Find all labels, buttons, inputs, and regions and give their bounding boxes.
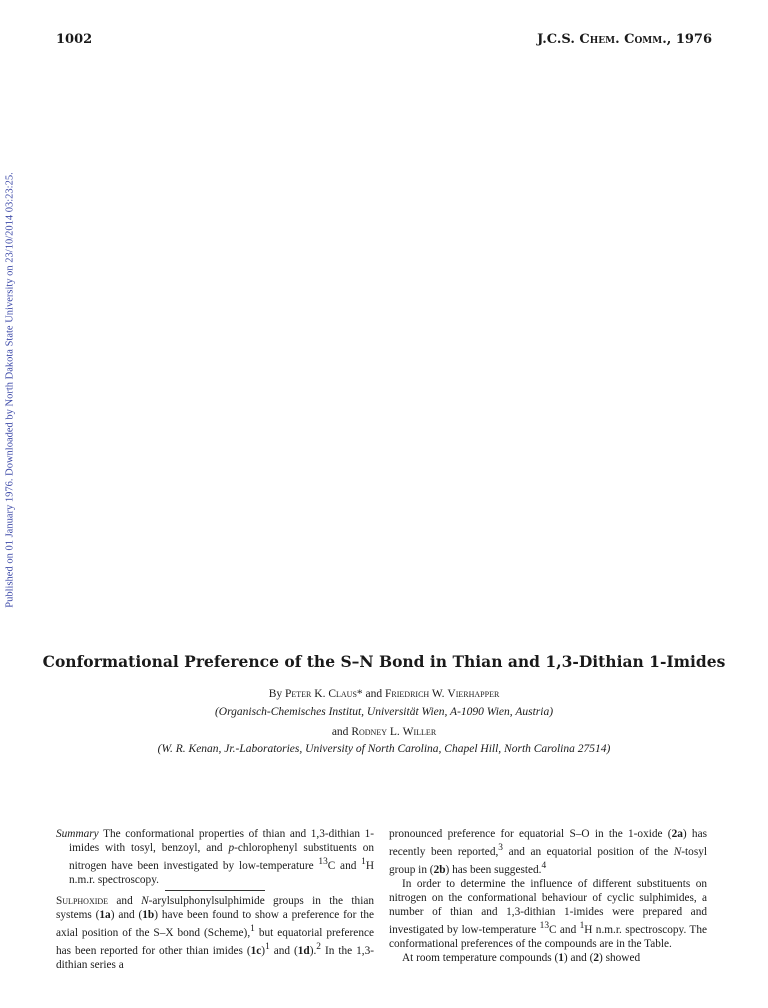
column-left <box>56 827 374 972</box>
body-paragraph-4: At room temperature compounds (1) and (2) showed <box>402 952 641 965</box>
summary-paragraph: Summary The conformational properties of thian and 1,3-dithian 1-imides with tosyl, benzoyl, and p-chlorophenyl substituents on nitrogen have been investigated by low-temperature $^{13}$C and $^1$H n.m.r. spectroscopy. <box>56 828 374 887</box>
body-paragraph-1: Sulphoxide and N-arylsulphonylsulphimide groups in the thian systems (1a) and (1b) have been found to show a preference for the axial position of the S–X bond (Scheme),$^1$ but equatorial preference has been reported for other thian imides $(1c)^1$ and (1d).$^2$ In the 1,3-dithian series a <box>56 895 375 972</box>
body-paragraph-2: pronounced preference for equatorial S–O in the 1-oxide (2a) has recently been reported,$^3$ and an equatorial position of the N-tosyl group in (2b) has been suggested.$^4$ <box>389 828 707 876</box>
section-divider <box>165 890 265 891</box>
journal-header: J.C.S. Chem. Comm., 1976 <box>537 32 712 47</box>
summary-label: Summary <box>56 828 99 840</box>
download-stamp-text: Published on 01 January 1976. Downloaded by North Dakota State University on 23/10/2014 03:23:25. <box>4 172 16 608</box>
authors-line-2: and Rodney L. Willer <box>331 726 437 738</box>
body-paragraph-3: In order to determine the influence of different substituents on nitrogen on the conformational behaviour of cyclic sulphimides, a number of thian and 1,3-dithian 1-imides were prepared and investigated by low-temperature $^{13}$C and $^1$H n.m.r. spectroscopy. The conformational preferences of the compounds are in the Table. <box>389 877 707 950</box>
page-number: 1002 <box>56 32 93 47</box>
affiliation-1: (Organisch-Chemisches Institut, Universität Wien, A-1090 Wien, Austria) <box>214 706 554 718</box>
column-right <box>389 827 707 965</box>
download-stamp <box>3 150 17 630</box>
article-title: Conformational Preference of the S–N Bond in Thian and 1,3-Dithian 1-Imides <box>42 652 726 671</box>
affiliation-2: (W. R. Kenan, Jr.-Laboratories, University of North Carolina, Chapel Hill, North Carolina 27514) <box>157 743 611 755</box>
authors-line-1: By Peter K. Claus* and Friedrich W. Vierhapper <box>268 688 500 700</box>
